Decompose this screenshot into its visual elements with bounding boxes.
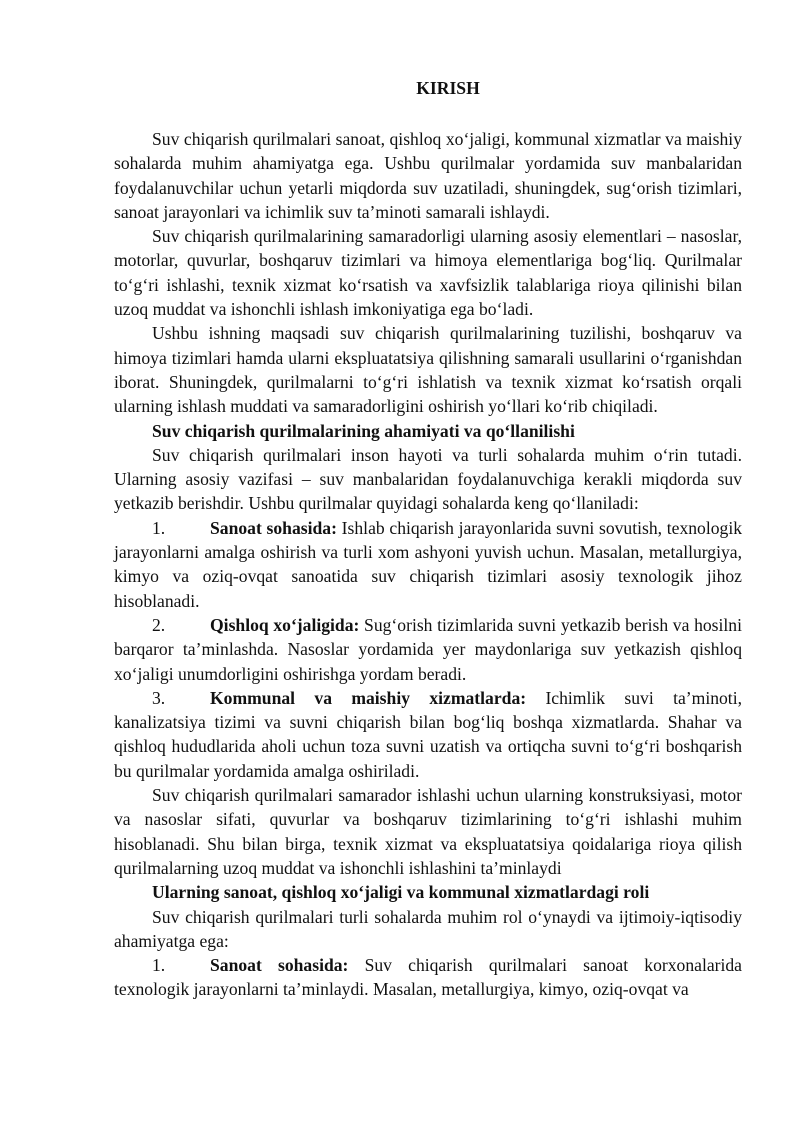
document-title: KIRISH bbox=[416, 78, 480, 98]
list-item bbox=[114, 686, 742, 783]
intro-paragraph-3: Ushbu ishning maqsadi suv chiqarish qurilmalarining tuzilishi, boshqaruv va himoya tizimlari hamda ularni ekspluatatsiya qilishning samarali usullarini o‘rganishdan iborat. Shuningdek, qurilmalarni to‘g‘ri ishlatish va texnik xizmat ko‘rsatish orqali ularning ishlash muddati va samaradorligini oshirish yo‘llari ko‘rib chiqiladi. bbox=[114, 323, 742, 417]
list-item bbox=[114, 953, 742, 1002]
list-item bbox=[114, 516, 742, 613]
list-item-number: 2. bbox=[152, 614, 166, 635]
list-item bbox=[114, 613, 742, 686]
list-item-text: Sug‘orish tizimlarida suvni yetkazib berish va hosilni barqaror ta’minlashda. Nasoslar yordamida yer maydonlariga suv yetkazish qishloq xo‘jaligi unumdorligini oshirishga yordam beradi. bbox=[114, 614, 742, 684]
list-item-label: Sanoat sohasida: bbox=[210, 517, 337, 538]
list-item-label: Kommunal va maishiy xizmatlarda: bbox=[210, 687, 527, 708]
section-intro-paragraph: Suv chiqarish qurilmalari inson hayoti va turli sohalarda muhim o‘rin tutadi. Ularning asosiy vazifasi – suv manbalaridan foydalanuvchiga kerakli miqdorda suv yetkazib berishdir. Ushbu qurilmalar quyidagi sohalarda keng qo‘llaniladi: bbox=[114, 444, 742, 514]
list-item-text: Ichimlik suvi ta’minoti, kanalizatsiya tizimi va suvni chiqarish bilan bog‘liq boshqa xizmatlarda. Shahar va qishloq hududlarida aholi uchun toza suvni uzatish va ortiqcha suvni to‘g‘ri boshqarish bu qurilmalar yordamida amalga oshiriladi. bbox=[114, 687, 742, 781]
list-item-label: Qishloq xo‘jaligida: bbox=[210, 614, 360, 635]
document-body bbox=[114, 76, 742, 1002]
section-intro-paragraph: Suv chiqarish qurilmalari turli sohalarda muhim rol o‘ynaydi va ijtimoiy-iqtisodiy ahamiyatga ega: bbox=[114, 906, 742, 951]
list-item-number: 1. bbox=[152, 955, 166, 976]
list-item-label: Sanoat sohasida: bbox=[210, 955, 349, 976]
intro-paragraph-2: Suv chiqarish qurilmalarining samaradorligi ularning asosiy elementlari – nasoslar, motorlar, quvurlar, boshqaruv tizimlari va himoya elementlariga bog‘liq. Qurilmalar to‘g‘ri ishlashi, texnik xizmat ko‘rsatish va xavfsizlik talablariga rioya qilinishi bilan uzoq muddat va ishonchli ishlash imkoniyatiga ega bo‘ladi. bbox=[114, 226, 742, 320]
section-closing-paragraph: Suv chiqarish qurilmalari samarador ishlashi uchun ularning konstruksiyasi, motor va nasoslar sifati, quvurlar va boshqaruv tizimlarining to‘g‘ri ishlashi muhim hisoblanadi. Shu bilan birga, texnik xizmat va ekspluatatsiya qoidalariga rioya qilish qurilmalarning uzoq muddat va ishonchli ishlashini ta’minlaydi bbox=[114, 785, 742, 878]
list-item-text: Suv chiqarish qurilmalari sanoat korxonalarida texnologik jarayonlarni ta’minlaydi. Masalan, metallurgiya, kimyo, oziq-ovqat va bbox=[114, 955, 742, 1000]
list-item-number: 1. bbox=[152, 517, 166, 538]
list-item-text: Ishlab chiqarish jarayonlarida suvni sovutish, texnologik jarayonlarni amalga oshirish va turli xom ashyoni yuvish uchun. Masalan, metallurgiya, kimyo va oziq-ovqat sanoatida suv chiqarish tizimlari asosiy texnologik jihoz hisoblanadi. bbox=[114, 517, 743, 611]
intro-paragraph-1: Suv chiqarish qurilmalari sanoat, qishloq xo‘jaligi, kommunal xizmatlar va maishiy sohalarda muhim ahamiyatga ega. Ushbu qurilmalar yordamida suv manbalaridan foydalanuvchilar uchun yetarli miqdorda suv uzatiladi, shuningdek, sug‘orish tizimlari, sanoat jarayonlari va ichimlik suv ta’minoti samarali ishlaydi. bbox=[114, 129, 742, 222]
section-heading-importance: Suv chiqarish qurilmalarining ahamiyati va qo‘llanilishi bbox=[152, 420, 575, 441]
list-item-number: 3. bbox=[152, 687, 166, 708]
section-heading-role: Ularning sanoat, qishloq xo‘jaligi va kommunal xizmatlardagi roli bbox=[152, 882, 650, 903]
